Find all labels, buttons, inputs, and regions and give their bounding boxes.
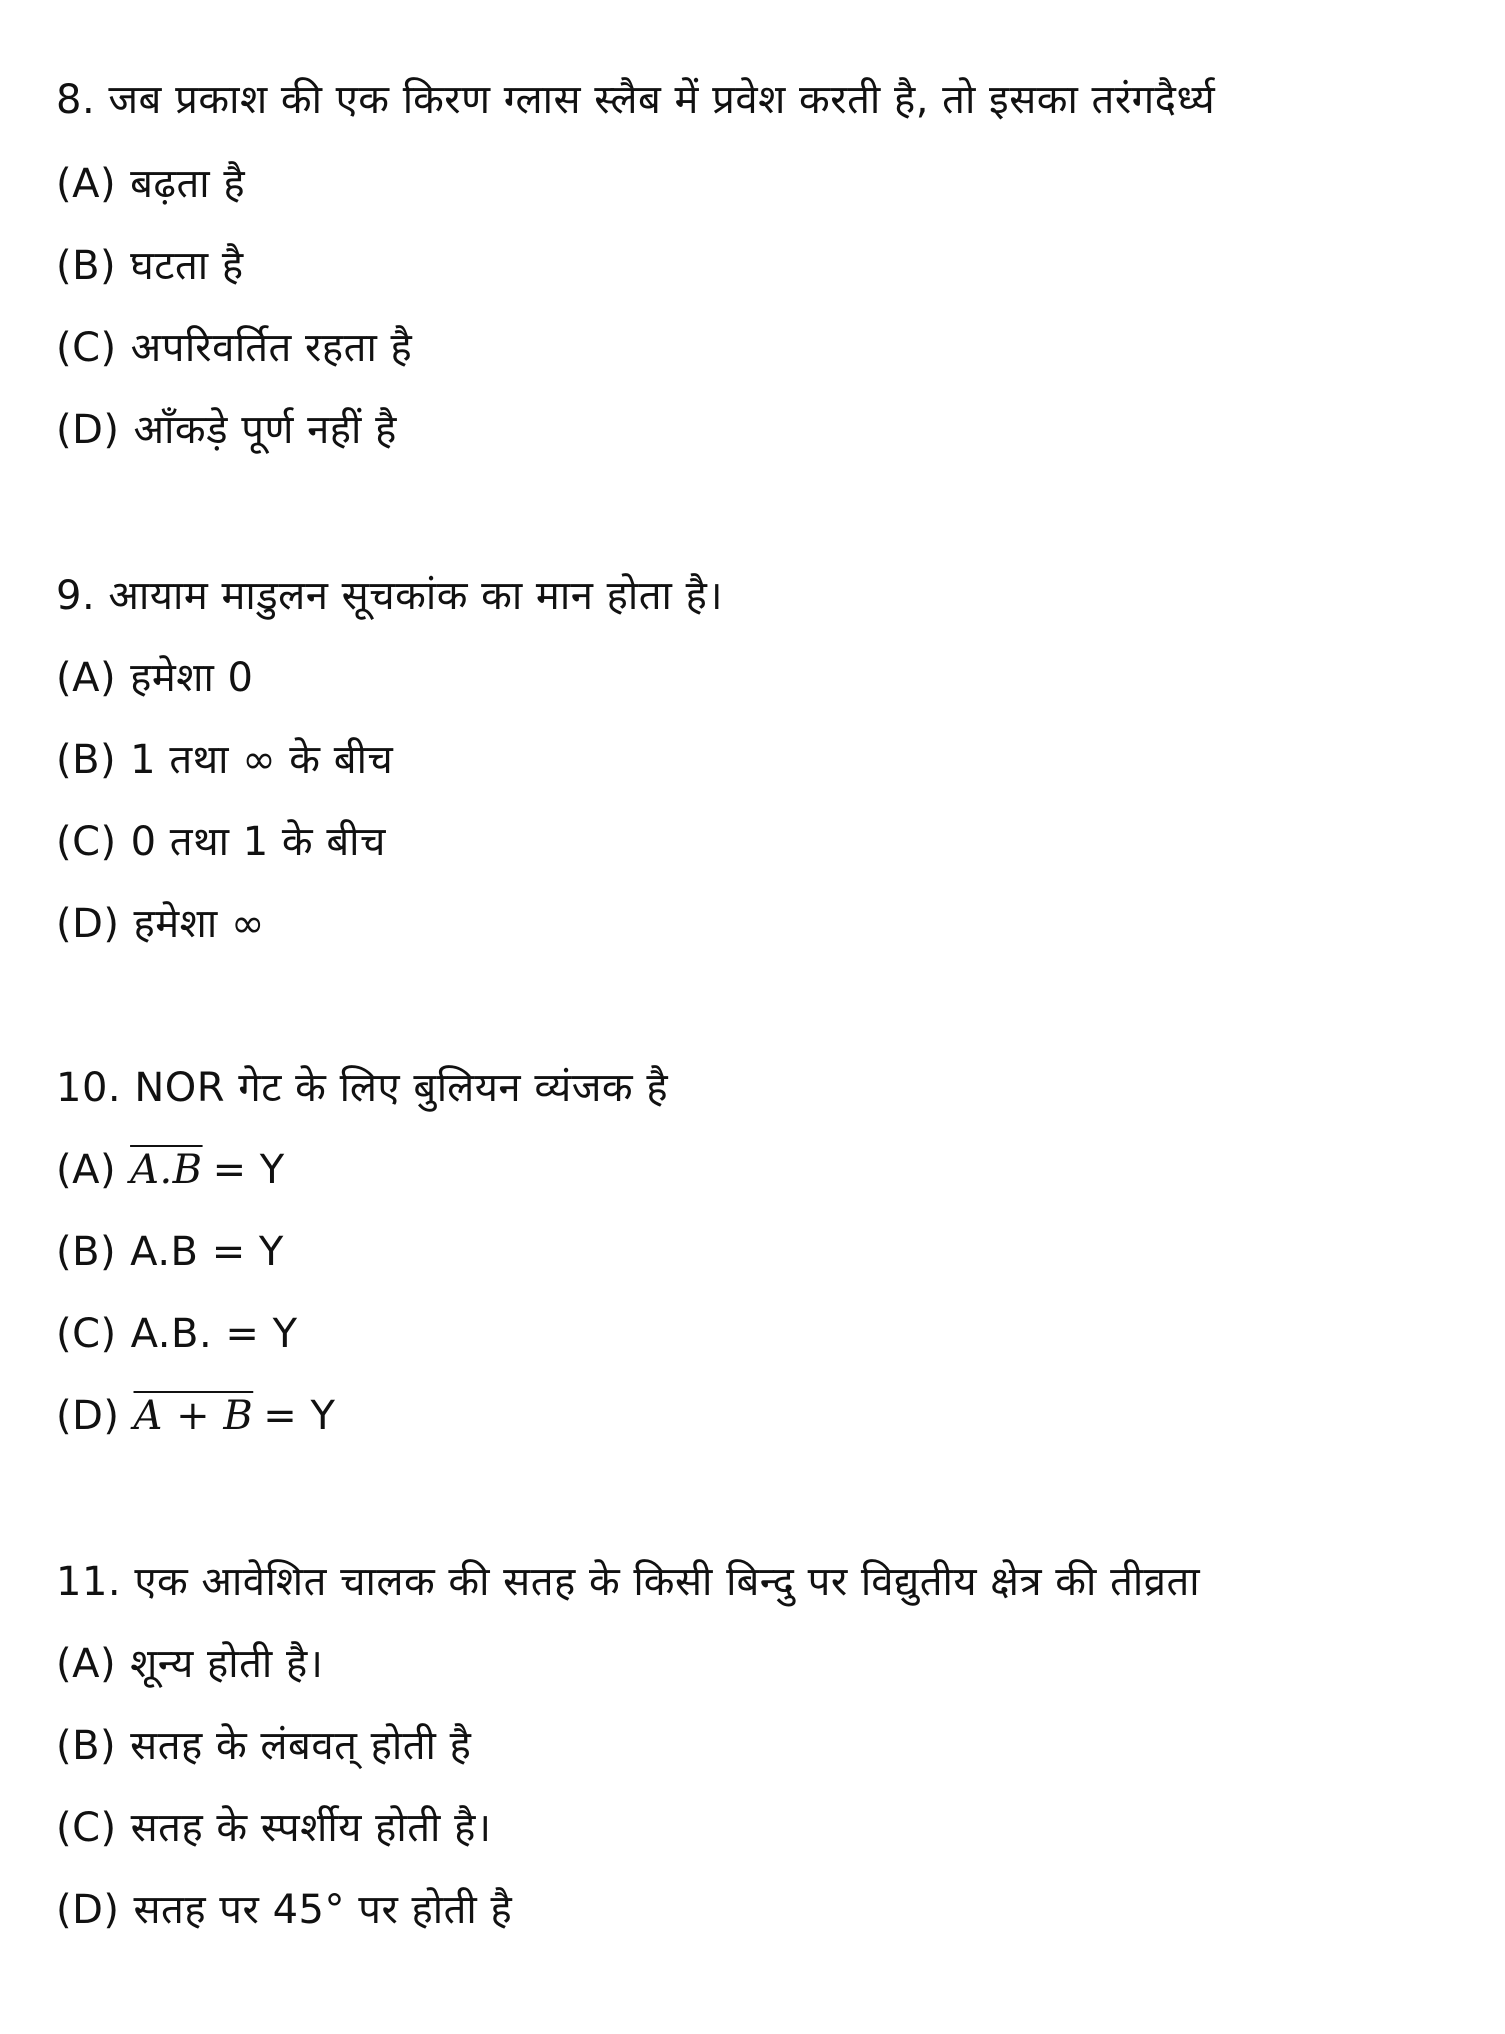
question-8-option-d[interactable] <box>56 406 397 454</box>
option-text: सतह पर 45° पर होती है <box>133 1887 513 1933</box>
question-10-option-a[interactable] <box>56 1146 285 1194</box>
question-8-stem: 8. जब प्रकाश की एक किरण ग्लास स्लैब में प्रवेश करती है, तो इसका तरंगदैर्ध्य <box>56 77 1216 123</box>
option-label: (B) <box>56 737 117 783</box>
option-label: (C) <box>56 1805 117 1851</box>
question-9-option-c[interactable] <box>56 818 386 866</box>
option-label: (A) <box>56 161 117 207</box>
question-9-stem: 9. आयाम माडुलन सूचकांक का मान होता है। <box>56 573 723 619</box>
option-text: 0 तथा 1 के बीच <box>130 819 386 865</box>
question-11-option-a[interactable] <box>56 1640 323 1688</box>
option-label: (B) <box>56 1229 117 1275</box>
question-11-option-b[interactable] <box>56 1722 471 1770</box>
question-11-option-c[interactable] <box>56 1804 492 1852</box>
option-equals-text: = Y <box>212 1147 285 1193</box>
question-10-stem: 10. NOR गेट के लिए बुलियन व्यंजक है <box>56 1065 669 1111</box>
option-text: शून्य होती है। <box>130 1641 324 1687</box>
question-9-option-b[interactable] <box>56 736 393 784</box>
option-text: A.B = Y <box>130 1229 284 1275</box>
option-text: 1 तथा ∞ के बीच <box>130 737 394 783</box>
option-expression: A + B <box>133 1393 254 1439</box>
option-label: (D) <box>56 901 120 947</box>
question-11-option-d[interactable] <box>56 1886 512 1934</box>
option-label: (D) <box>56 1393 120 1439</box>
option-text: A.B. = Y <box>130 1311 298 1357</box>
option-label: (A) <box>56 655 117 701</box>
option-text: बढ़ता है <box>130 161 246 207</box>
option-expression: A.B <box>130 1147 203 1193</box>
question-11-stem: 11. एक आवेशित चालक की सतह के किसी बिन्दु पर विद्युतीय क्षेत्र की तीव्रता <box>56 1559 1201 1605</box>
option-equals-text: = Y <box>263 1393 336 1439</box>
option-label: (B) <box>56 243 117 289</box>
option-label: (A) <box>56 1147 117 1193</box>
option-text: सतह के स्पर्शीय होती है। <box>130 1805 492 1851</box>
option-label: (D) <box>56 407 120 453</box>
option-text: सतह के लंबवत् होती है <box>130 1723 472 1769</box>
option-label: (C) <box>56 325 117 371</box>
question-9-option-a[interactable] <box>56 654 253 702</box>
option-label: (D) <box>56 1887 120 1933</box>
option-text: हमेशा ∞ <box>133 901 265 947</box>
question-9-option-d[interactable] <box>56 900 265 948</box>
option-text: अपरिवर्तित रहता है <box>130 325 413 371</box>
question-8-option-a[interactable] <box>56 160 245 208</box>
option-text: हमेशा 0 <box>130 655 254 701</box>
option-label: (B) <box>56 1723 117 1769</box>
option-label: (C) <box>56 819 117 865</box>
option-text: घटता है <box>130 243 244 289</box>
question-10-option-c[interactable] <box>56 1310 298 1358</box>
question-10-option-b[interactable] <box>56 1228 284 1276</box>
question-8-option-c[interactable] <box>56 324 412 372</box>
question-10-option-d[interactable] <box>56 1392 335 1440</box>
option-label: (A) <box>56 1641 117 1687</box>
question-8-option-b[interactable] <box>56 242 244 290</box>
option-text: आँकड़े पूर्ण नहीं है <box>133 407 397 453</box>
option-label: (C) <box>56 1311 117 1357</box>
